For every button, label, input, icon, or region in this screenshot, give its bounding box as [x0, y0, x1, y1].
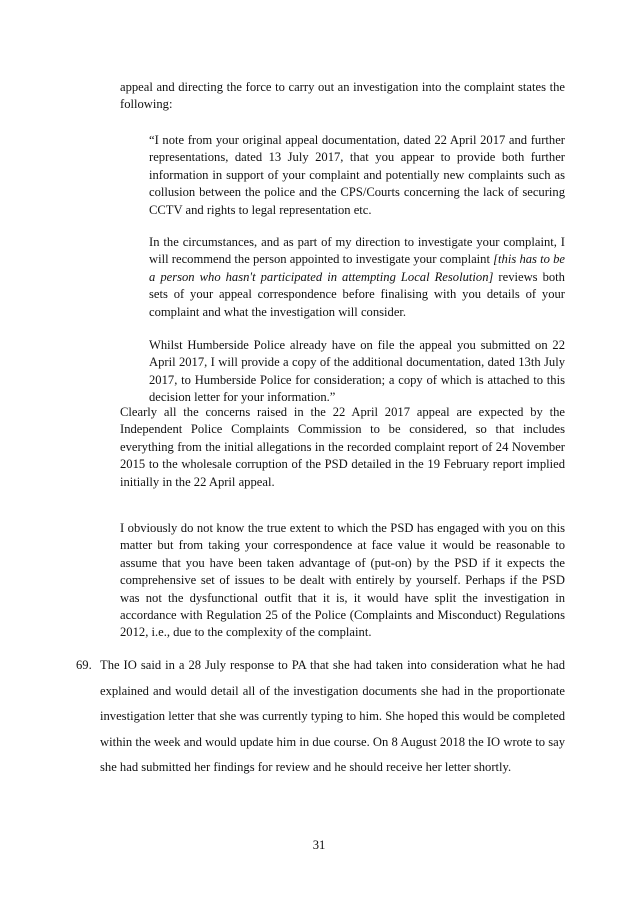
quote-paragraph-2	[149, 234, 565, 321]
paragraph-number: 69.	[76, 658, 92, 672]
intro-paragraph: appeal and directing the force to carry out an investigation into the complaint states the following:	[120, 80, 565, 112]
quote-paragraph-1: “I note from your original appeal documentation, dated 22 April 2017 and further representations, dated 13 July 2017, that you appear to provide both further information in support of your complaint and potentially new complaints such as collusion between the police and the CPS/Courts concerning the lack of securing CCTV and rights to legal representation etc.	[149, 133, 565, 217]
quote-paragraph-3: Whilst Humberside Police already have on file the appeal you submitted on 22 April 2017, I will provide a copy of the additional documentation, dated 13th July 2017, to Humberside Police for consideration; a copy of which is attached to this decision letter for your information.”	[149, 338, 565, 405]
quote-2-italic-aside: [this has to be a person who hasn't participated in attempting Local Resolution]	[149, 252, 565, 284]
page-number: 31	[312, 838, 326, 852]
numbered-paragraph-69	[76, 653, 565, 781]
commentary-paragraph-1: Clearly all the concerns raised in the 22 April 2017 appeal are expected by the Independent Police Complaints Commission to be considered, so that includes everything from the initial allegations in the recorded complaint report of 24 November 2015 to the wholesale corruption of the PSD detailed in the 19 February report implied initially in the 22 April appeal.	[120, 405, 565, 489]
quote-2-text-b: reviews both sets of your appeal correspondence before finalising with you details of your complaint and what the investigation will consider.	[149, 269, 565, 319]
paragraph-69-text: The IO said in a 28 July response to PA that she had taken into consideration what he had explained and would detail all of the investigation documents she had in the proportionate investigation letter that she was currently typing to him. She hoped this would be completed within the week and would update him in due course. On 8 August 2018 the IO wrote to say she had submitted her findings for review and he should receive her letter shortly.	[100, 658, 565, 775]
quote-2-text-a: In the circumstances, and as part of my direction to investigate your complaint, I will recommend the person appointed to investigate your complaint	[149, 235, 565, 267]
commentary-paragraph-2: I obviously do not know the true extent to which the PSD has engaged with you on this matter but from taking your correspondence at face value it would be reasonable to assume that you have been taken advantage of (put-on) by the PSD if it expects the comprehensive set of issues to be dealt with entirely by yourself. Perhaps if the PSD was not the dysfunctional outfit that it is, it would have split the investigation in accordance with Regulation 25 of the Police (Complaints and Misconduct) Regulations 2012, i.e., due to the complexity of the complaint.	[120, 521, 565, 640]
